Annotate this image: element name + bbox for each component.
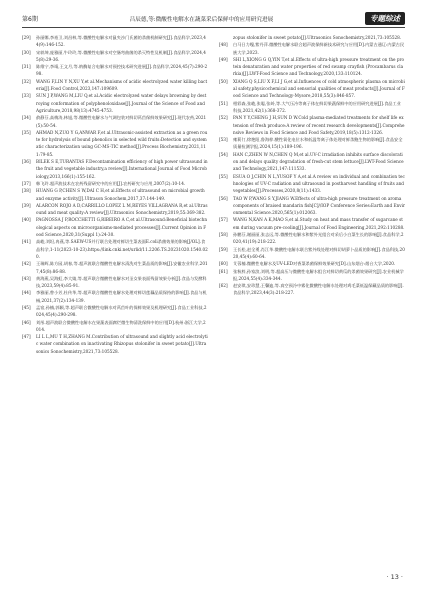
reference-number: [31] <box>22 64 31 70</box>
reference-number <box>219 34 233 41</box>
reference-number: [58] <box>219 232 228 238</box>
running-title: 吕辰德,等:微酸性电解水在蔬菜采后保鲜中的应用研究进展 <box>129 16 274 23</box>
reference-number: [38] <box>22 188 31 194</box>
reference-number: [50] <box>219 78 228 84</box>
reference-entry <box>219 246 405 261</box>
reference-entry <box>22 78 208 93</box>
reference-number: [51] <box>219 100 228 106</box>
reference-number: [55] <box>219 173 228 179</box>
reference-text: PAGNOSSA J P,ROCCHETTI G,RIBEIRO A C,et al.Ultrasound:Beneficial biotechnological aspects on microorganisms-mediated processes[J].Current Opinion in Food Science,2020,31(Suppl 1):24-30. <box>36 217 208 238</box>
reference-entry <box>22 129 208 158</box>
reference-text: 李雅丽,曾小芳,杜传华,等.超声联合微酸性电解水处理对鲜切莲藕品质保持的影响[J].食品与机械,2021,37(2):134-139. <box>36 290 207 303</box>
reference-entry <box>22 114 208 129</box>
reference-text: LI L L,MU T H,ZHANG M.Contribution of ultrasound and slightly acid electrolytic water combination on inactivating Rhizopus stolonifer in sweet potato[J].Ultrasonics Sonochemistry,2021,73:105528. <box>36 334 208 354</box>
reference-text: SUN J P,WANG M,LIU Q,et al.Acidic electrolyzed water delays browning by destroying conformation of polyphenoloxidase[J].Journal of the Science of Food and Agriculture,2018,98(13):4745-4753. <box>36 93 207 113</box>
reference-entry <box>22 180 208 187</box>
reference-text: 孙丽娜,李裕卫,刘昌林,等.微酸性电解水对鼠夹沙门氏菌的杀菌机制研究[J].食品科学,2023,44(9):146-152. <box>36 35 206 48</box>
reference-entry <box>219 34 405 41</box>
reference-entry <box>219 114 405 136</box>
reference-number: [32] <box>22 78 31 84</box>
reference-text: 孙鹏芬,谢丽丽,张志远,等.微酸性电解水和紫外光组合对采后小白菜生长的影响[J].食品科学,2020,41(19):218-222. <box>233 232 404 245</box>
page-header <box>22 12 405 28</box>
reference-text: XIANG Q S,LIU X F,LI J G,et al.Influences of cold atmospheric plasma on microbial safety,physicochemical and sensorial qualities of meat products[J].Journal of Food Science and Technology-Mysore,2018,55(3):846-857. <box>233 78 405 99</box>
reference-entry <box>22 92 208 114</box>
reference-text: 黄海燕,吴海虹,李大婧,等.超声联合微酸性电解水对圣女果表面残留效果分析[J].食品与发酵科技,2023,59(4):85-91. <box>36 275 207 289</box>
reference-entry <box>219 216 405 231</box>
reference-entry <box>22 49 208 64</box>
reference-entry <box>22 289 208 304</box>
reference-number: [42] <box>22 261 31 267</box>
reference-entry <box>22 187 208 202</box>
reference-number: [43] <box>22 275 31 281</box>
reference-number: [36] <box>22 159 31 165</box>
reference-entry <box>22 333 208 355</box>
reference-entry <box>219 282 405 297</box>
reference-text: 刘彤.超声波联合微酸性电解水在果蔬表面腐烂微生物清洗保鲜中的应用[D].杭州:浙江大学,2014. <box>36 319 206 332</box>
reference-entry <box>22 275 208 290</box>
reference-number: [35] <box>22 129 31 135</box>
reference-text: 白马日力嘎,紫丹萍.微酸性电解水联合超声波保鲜新技术研究与应用[D].内蒙古通辽:内蒙古民族大学,2023. <box>233 42 405 55</box>
reference-text: 陈维宁,李靖,王文月,等.纳酶复合电解水对预控技术研究进展[J].食品科学,2024,45(7):290-298. <box>36 64 208 77</box>
reference-text: 相彩森,张峻,张聪,张岭,等.大气压冷等离子体在鲜切果蔬保鲜中的应用研究进展[J].食品工业科技,2021,42(1):368-372. <box>233 100 401 113</box>
reference-entry <box>219 151 405 173</box>
reference-text: 孟宿,孙楠,郭颖,等.超声联合微酸性电解水对莴苣叶的保鲜效果及机理研究[J].食品工业科技,2024,45(4):290-298. <box>36 304 207 318</box>
references-left-column <box>22 34 208 562</box>
reference-number: [47] <box>22 334 31 340</box>
reference-text: 张秋梓,孙家滨,刘明,等.超高压与微酸性电解水组合对鲜切黄瓜的杀菌效果研究[J].农业机械学报,2024,55(4):334-344. <box>233 268 404 281</box>
reference-text: 韩飞玲.超声波技术在农药残留研究中的应用[J].农药研究与应用,2007(2):10-14. <box>36 180 186 186</box>
reference-entry <box>219 231 405 246</box>
reference-number: [61] <box>219 268 228 274</box>
reference-entry <box>22 63 208 78</box>
reference-text: 赵安琪,安珍慧,王馨迪,等.真空预冷中雾化微酸性电解水处理对鸡毛菜低温保藏品质的影响[J].食品科学,2023,44(3):218-227. <box>233 283 404 296</box>
reference-text: 王瑞辉,陈方园,胡春,等.超声波联合微酸性电解水清洗对生菜品质的影响[J].安徽农业科学,2017,45(8):86-88. <box>36 261 208 274</box>
reference-entry <box>219 260 405 267</box>
reference-text: BILEK S E,TURANTAS F.Decontamination efficiency of high power ultrasound in the fruit and vegetable industry,a review[J].International Journal of Food Microbiology,2013,166(1):155-162. <box>36 159 208 179</box>
reference-number: [59] <box>219 246 228 252</box>
reference-number: [49] <box>219 56 228 62</box>
reference-number: [60] <box>219 261 228 267</box>
column-badge: 专题综述 <box>365 12 405 25</box>
reference-entry <box>22 216 208 238</box>
reference-entry <box>219 56 405 78</box>
reference-text: ESUA O J,CHIN N L,YUSOF Y A,et al.A review on individual and combination technologies of UV-C radiation and ultrasound in postharvest handling of fruits and vegetables[J].Processes,2020,8(11):1433. <box>233 173 405 194</box>
reference-number: [48] <box>219 42 228 48</box>
reference-entry <box>22 202 208 217</box>
reference-number: [30] <box>22 49 31 55</box>
reference-number: [37] <box>22 180 31 186</box>
reference-text: 雍莉仃,徐艳阳,鲁海梓.酸性氧化电位水和低温等离子体处理对鲜杀鲍生物的影响[J].食品安全质量检测学报,2024,15(1):189-196. <box>233 137 403 150</box>
reference-entry <box>219 268 405 283</box>
reference-entry <box>22 34 208 49</box>
reference-entry <box>22 260 208 275</box>
reference-entry <box>219 78 405 100</box>
reference-text: AHMAD N,ZUO Y G,ANWAR F,et al.Ultrasonic-assisted extraction as a green route for hydrolysis of bound phenolics in selected wild fruits:Detection and systematic characterization using GC-MS-TIC method[J].Process Biochemistry,2021,111:79-85. <box>36 129 208 157</box>
reference-text: SHI L,XIONG G Q,YIN T,et al.Effects of ultra-high pressure treatment on the protein denaturation and water properties of red swamp crayfish (Procambarus clarkia)[J].LWT-Food Science and Technology,2020,133:110124. <box>233 56 405 77</box>
reference-text: 高峻,刘坦,冉燕,等.SAEW-US并行联合处理对鲜切生菜表面E.coli杀菌效果的影响[J/OL].食品科学,1-11(2023-10-23).https://link.cnki.net/urlid/11.2206.TS.20231020.1540.020. <box>36 239 208 259</box>
reference-entry <box>219 100 405 115</box>
reference-text: 宋轶坤,庞雅丽,牛玲玲,等.微酸性电解水对空肠弯曲菌的杀灭特性及机制[J].食品科学,2024,45(8):29-36. <box>36 49 206 62</box>
reference-number: [56] <box>219 195 228 201</box>
reference-number: [41] <box>22 239 31 245</box>
reference-number: [54] <box>219 151 228 157</box>
reference-text: TAO W P,WANG S Y,JIANG W.Effects of ultra-high pressure treatment on aroma components of braised mandarin fish[C]//IOP Conference Series:Earth and Environmental Science.2020,565(1):012063. <box>233 195 405 216</box>
issue-number: 第6期 <box>22 16 38 23</box>
reference-number: [29] <box>22 35 31 40</box>
reference-number: [33] <box>22 93 31 99</box>
reference-text: 王长松,赵全勇,肖江华.微酸性电解水联合紫外线处理对鲜切胡萝卜品质的影响[J].食品科技,2020,45(4):60-64. <box>233 246 405 259</box>
reference-number: [53] <box>219 137 228 143</box>
reference-text: zopus stolonifer in sweet potato[J].Ultrasonics Sonochemistry,2021,73:105528. <box>233 35 402 40</box>
reference-text: WANG N,KAN A K,MAO S,et al.Study on heat and mass transfer of sugarcane stem during vacuum pre-cooling[J].Journal of Food Engineering,2021,292:110288. <box>233 217 405 230</box>
reference-entry <box>219 41 405 56</box>
reference-entry <box>22 238 208 260</box>
reference-entry <box>219 195 405 217</box>
reference-text: HAN C,ZHEN W N,CHEN Q M,et al.UV-C irradiation inhibits surface discoloration and delays quality degradation of fresh-cut stem lettuce[J].LWT-Food Science and Technology,2021,147:111533. <box>233 151 404 172</box>
reference-number: [40] <box>22 217 31 223</box>
page-number: · 13 · <box>386 573 403 581</box>
reference-text: HUANG G P,CHEN S W,DAI C H,et al.Effects of ultrasound on microbial growth and enzyme activity[J].Ultrason Sonochem,2017,37:144-149. <box>36 188 205 201</box>
reference-text: WANG F,LIN Y N,XU Y,et al.Mechanisms of acidic electrolyzed water killing bacteria[J].Food Control,2023,147:109609. <box>36 78 208 92</box>
reference-entry <box>22 319 208 334</box>
reference-number: [62] <box>219 283 228 289</box>
reference-text: 艾蓉楠.微酸性电解水及UV-LED对香菜杀菌保鲜效果研究[D].山东烟台:烟台大学,2020. <box>233 261 396 267</box>
reference-entry <box>22 304 208 319</box>
reference-text: PAN Y Y,CHENG J H,SUN D W.Cold plasma-mediated treatments for shelf life extension of fresh produce:A review of recent research developments[J].Comprehensive Reviews in Food Science and Food Safety,2019,18(5):1312-1326. <box>233 115 405 135</box>
references-right-column <box>219 34 405 562</box>
reference-number: [34] <box>22 115 31 121</box>
reference-number: [52] <box>219 115 228 121</box>
reference-entry <box>22 158 208 180</box>
reference-number: [39] <box>22 202 31 208</box>
reference-entry <box>219 173 405 195</box>
reference-number: [57] <box>219 217 228 223</box>
reference-number: [46] <box>22 319 31 325</box>
reference-text: 俞静芬,高梅涛,林旭,等.微酸性电解水与气调包装对鲜切莴苣保鲜效果研究[J].现代农药,2021(5):50-54. <box>36 115 207 128</box>
reference-entry <box>219 136 405 151</box>
reference-number: [44] <box>22 290 31 296</box>
reference-text: ALARCON ROJO A D,CARRILLO LOPEZ L M,REYES VILLAGRANA R,et al.Ultrasound and meat quality:A review[J].Ultrasonics Sonochemistry,2019,55:369-382. <box>36 202 208 216</box>
reference-number: [45] <box>22 304 31 310</box>
